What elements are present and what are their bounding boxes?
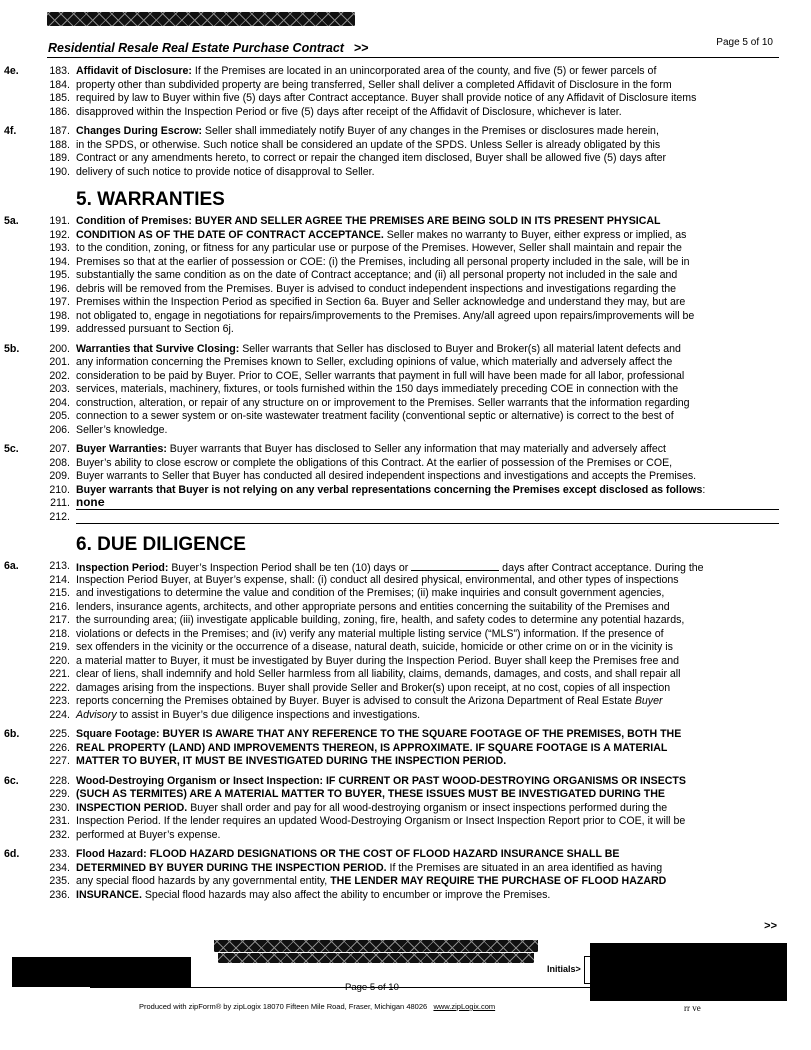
text-run: INSURANCE. <box>76 888 142 901</box>
clause <box>0 728 811 769</box>
text-run: Inspection Period: <box>76 562 169 574</box>
text-run: Seller’s knowledge. <box>76 423 168 436</box>
text-run: a material matter to Buyer, it must be investigated by Buyer during the Inspection Period. Buyer shall keep the Premises free and <box>76 654 679 667</box>
line-text <box>76 106 622 120</box>
line-text <box>76 424 167 438</box>
contract-line <box>0 848 811 862</box>
line-number: 228. <box>49 774 70 787</box>
text-run: THE LENDER MAY REQUIRE THE PURCHASE OF FLOOD HAZARD <box>330 875 667 887</box>
text-run: Seller makes no warranty to Buyer, either express or implied, as <box>383 228 687 241</box>
contract-line <box>0 574 811 588</box>
contract-line <box>0 397 811 411</box>
line-number: 210. <box>49 483 70 496</box>
text-run: Buyer warrants that Buyer is not relying on any verbal representations concerning the Premises except disclosed as follows <box>76 483 703 496</box>
redacted-footer-bar <box>214 940 538 952</box>
text-run: Affidavit of Disclosure: <box>76 65 192 77</box>
header-rule <box>47 57 779 58</box>
contract-line <box>0 310 811 324</box>
line-number: 197. <box>49 296 70 308</box>
contract-line <box>0 242 811 256</box>
text-run: Flood Hazard: <box>76 848 147 860</box>
clause-id: 6a. <box>4 560 19 572</box>
contract-line <box>0 229 811 243</box>
section-heading-text: 5. WARRANTIES <box>76 189 225 210</box>
contract-line <box>0 695 811 709</box>
contract-line <box>0 484 811 498</box>
line-number: 198. <box>49 309 70 322</box>
contract-line <box>0 668 811 682</box>
line-text <box>76 709 420 723</box>
contract-line <box>0 775 811 789</box>
line-number: 230. <box>49 801 70 814</box>
redacted-initials-right <box>590 943 787 1001</box>
section-heading <box>0 530 811 560</box>
line-number: 236. <box>49 888 70 901</box>
text-run: Warranties that Survive Closing: <box>76 342 240 355</box>
line-number: 212. <box>49 510 70 523</box>
text-run: days after Contract acceptance. During the <box>499 562 704 574</box>
line-number: 219. <box>49 641 70 653</box>
line-number: 211. <box>50 497 70 509</box>
line-text <box>76 695 663 709</box>
page-number-top: Page 5 of 10 <box>716 37 773 48</box>
continue-arrow: >> <box>764 920 777 932</box>
text-run: (SUCH AS TERMITES) ARE A MATERIAL MATTER TO BUYER, THESE ISSUES MUST BE INVESTIGATED DURING THE <box>76 788 665 800</box>
contract-line <box>0 424 811 438</box>
line-number: 188. <box>49 138 70 151</box>
line-text <box>76 641 673 655</box>
clause-id: 4f. <box>4 125 17 137</box>
line-text <box>76 775 686 789</box>
line-number: 220. <box>49 654 70 667</box>
contract-line <box>0 269 811 283</box>
initials-bracket <box>584 956 591 984</box>
text-run: Buyer warrants to Seller that Buyer has conducted all desired independent inspections and investigations and accepts the Premises. <box>76 470 697 482</box>
line-text <box>76 457 672 471</box>
text-run: CONDITION AS OF THE DATE OF CONTRACT ACCEPTANCE. <box>76 228 384 241</box>
text-run: reports concerning the Premises obtained by Buyer. Buyer is advised to consult the Arizona Department of Real Estate <box>76 695 635 707</box>
text-run: Contract or any amendments hereto, to correct or repair the changed item disclosed, Buyer shall be allowed five (5) days after <box>76 152 667 164</box>
line-number: 200. <box>49 342 70 355</box>
contract-line <box>0 815 811 829</box>
contract-line <box>0 296 811 310</box>
contract-line <box>0 92 811 106</box>
line-text <box>76 356 672 370</box>
text-run: construction, alteration, or repair of any structure on or improvement to the Premises. Seller warrants that the information regarding <box>76 396 690 409</box>
line-text <box>76 628 664 642</box>
text-run: Buyer’s Inspection Period shall be ten (10) days or <box>168 562 412 574</box>
text-run: Premises so that at the earlier of possession or COE: (i) the Premises, including all personal property included in the sale, will be in <box>76 255 690 268</box>
clause-id: 4e. <box>4 65 19 77</box>
text-run: to the condition, zoning, or fitness for any particular use or purpose of the Premises. However, Seller shall maintain and repair the <box>76 242 682 254</box>
contract-line <box>0 457 811 471</box>
contract-line <box>0 152 811 166</box>
text-run: Seller warrants that Seller has disclosed to Buyer and Broker(s) all material latent defects and <box>239 342 681 355</box>
contract-line <box>0 802 811 816</box>
line-text <box>76 256 690 270</box>
text-run: damages arising from the inspections. Buyer shall provide Seller and Broker(s) upon receipt, at no cost, copies of all inspection <box>76 681 671 694</box>
line-number: 213. <box>49 560 70 572</box>
line-text <box>76 125 659 139</box>
text-run: Buyer’s ability to close escrow or complete the obligations of this Contract. At the earlier of possession of the Premises or COE, <box>76 456 673 469</box>
line-number: 199. <box>49 323 70 335</box>
contract-line <box>0 166 811 180</box>
clause-id: 5a. <box>4 215 19 227</box>
redacted-header-bar <box>47 12 355 26</box>
header-arrow: >> <box>353 41 369 55</box>
line-text <box>76 397 690 411</box>
line-number: 189. <box>49 152 70 164</box>
line-number: 209. <box>49 470 70 482</box>
contract-line <box>0 788 811 802</box>
line-number: 235. <box>49 875 70 887</box>
contract-line <box>0 889 811 903</box>
text-run: FLOOD HAZARD DESIGNATIONS OR THE COST OF FLOOD HAZARD INSURANCE SHALL BE <box>149 848 620 860</box>
text-run: Seller shall immediately notify Buyer of any changes in the Premises or disclosures made herein, <box>201 125 659 137</box>
text-run: services, materials, machinery, fixtures, or tools furnished within the 150 days immediately preceding COE in connection with the <box>76 383 679 395</box>
line-text <box>76 755 506 769</box>
producer-credit: Produced with zipForm® by zipLogix 18070 Fifteen Mile Road, Fraser, Michigan 48026 www.zipLogix.com <box>139 1002 496 1011</box>
text-run: and investigations to determine the value and condition of the Premises; (ii) make inquiries and consult government agencies, <box>76 587 665 599</box>
page-number-bottom: Page 5 of 10 <box>345 982 399 993</box>
clause <box>0 560 811 722</box>
line-text <box>76 668 681 682</box>
line-text <box>76 802 667 816</box>
line-text <box>76 728 681 742</box>
line-text <box>76 848 619 862</box>
line-text <box>76 889 550 903</box>
line-text <box>76 443 666 457</box>
line-number: 217. <box>49 614 70 626</box>
contract-line <box>0 682 811 696</box>
line-number: 195. <box>49 269 70 281</box>
line-text <box>76 484 705 498</box>
contract-line <box>0 755 811 769</box>
line-text <box>76 574 679 588</box>
text-run: lenders, insurance agents, architects, and other appropriate persons and entities concerning the suitability of the Premises and <box>76 600 670 613</box>
clause <box>0 125 811 179</box>
contract-line <box>0 370 811 384</box>
clause <box>0 443 811 524</box>
line-text <box>76 139 660 153</box>
text-run: INSPECTION PERIOD. <box>76 801 188 814</box>
text-run: Inspection Period Buyer, at Buyer’s expense, shall: (i) conduct all desired physical, environmental, and other types of inspections <box>76 573 679 586</box>
line-number: 229. <box>49 788 70 800</box>
line-text <box>76 242 682 256</box>
text-run: Buyer shall order and pay for all wood-destroying organism or insect inspections performed during the <box>187 801 668 814</box>
contract-line <box>0 497 811 511</box>
line-text <box>76 614 684 628</box>
line-number: 205. <box>49 410 70 422</box>
line-number: 183. <box>49 65 70 77</box>
line-number: 191. <box>49 215 70 227</box>
clause <box>0 775 811 843</box>
fill-in-line[interactable] <box>76 497 779 510</box>
line-text <box>76 601 670 615</box>
line-number: 234. <box>49 861 70 874</box>
text-run: DETERMINED BY BUYER DURING THE INSPECTION PERIOD. <box>76 861 387 874</box>
redacted-footer-bar-2 <box>218 953 534 963</box>
contract-line <box>0 655 811 669</box>
line-text <box>76 79 672 93</box>
initials-label: Initials> <box>547 964 581 974</box>
line-number: 190. <box>49 165 70 178</box>
line-text <box>76 229 686 243</box>
clause-id: 5c. <box>4 443 19 455</box>
text-run: property other than subdivided property are being transferred, Seller shall deliver a completed Affidavit of Disclosure in the form <box>76 78 672 91</box>
text-run: If the Premises are located in an unincorporated area of the county, and five (5) or fewer parcels of <box>191 65 657 77</box>
form-title: Residential Resale Real Estate Purchase Contract >> <box>48 41 369 55</box>
text-run: MATTER TO BUYER, IT MUST BE INVESTIGATED DURING THE INSPECTION PERIOD. <box>76 755 507 767</box>
clause-id: 6d. <box>4 848 20 860</box>
contract-line <box>0 829 811 843</box>
contract-line <box>0 323 811 337</box>
text-run: addressed pursuant to Section 6j. <box>76 323 234 335</box>
clause <box>0 215 811 337</box>
line-text <box>76 343 681 357</box>
text-run: Special flood hazards may also affect the ability to encumber or improve the Premises. <box>141 888 551 901</box>
text-run: Square Footage: BUYER IS AWARE THAT ANY REFERENCE TO THE SQUARE FOOTAGE OF THE PREMISES, BOTH THE <box>76 728 682 740</box>
text-run: If the Premises are situated in an area identified as having <box>386 861 663 874</box>
line-text <box>76 742 667 756</box>
clause <box>0 65 811 119</box>
contract-line <box>0 283 811 297</box>
line-text <box>76 215 661 229</box>
text-run: consideration to be paid by Buyer. Prior to COE, Seller warrants that payment in full will have been made for all labor, professional <box>76 369 685 382</box>
line-number: 215. <box>49 587 70 599</box>
line-text <box>76 166 375 180</box>
contract-line <box>0 256 811 270</box>
text-run: disapproved within the Inspection Period or five (5) days after receipt of the Affidavit of Disclosure, whichever is later. <box>76 105 622 118</box>
text-run: Advisory <box>76 708 117 721</box>
line-text <box>76 269 677 283</box>
line-number: 214. <box>49 573 70 586</box>
contract-line <box>0 709 811 723</box>
line-text <box>76 862 662 876</box>
line-number: 208. <box>49 456 70 469</box>
line-text <box>76 410 674 424</box>
contract-line <box>0 742 811 756</box>
text-run: any special flood hazards by any governmental entity, <box>76 875 331 887</box>
contract-line <box>0 410 811 424</box>
line-number: 186. <box>49 105 70 118</box>
line-text <box>76 310 694 324</box>
contract-line <box>0 560 811 574</box>
producer-link[interactable]: www.zipLogix.com <box>433 1002 496 1011</box>
text-run: Changes During Escrow: <box>76 125 202 137</box>
section-heading-text: 6. DUE DILIGENCE <box>76 534 246 555</box>
line-text <box>76 788 665 802</box>
text-run: to assist in Buyer’s due diligence inspections and investigations. <box>116 708 421 721</box>
line-number: 206. <box>49 423 70 436</box>
line-number: 185. <box>49 92 70 104</box>
contract-line <box>0 139 811 153</box>
text-run: in the SPDS, or otherwise. Such notice shall be considered an update of the SPDS. Unless Seller is already obligated by this <box>76 138 661 151</box>
line-number: 226. <box>49 741 70 754</box>
text-run: : <box>702 483 706 496</box>
line-text <box>76 323 234 337</box>
text-run: connection to a sewer system or on-site wastewater treatment facility (conventional septic or alternative) is correct to the best of <box>76 410 674 422</box>
line-number: 194. <box>49 255 70 268</box>
line-text <box>76 370 684 384</box>
clause <box>0 343 811 438</box>
text-run: required by law to Buyer within five (5) days after Contract acceptance. Buyer shall provide notice of any Affidavit of Disclosure items <box>76 92 697 104</box>
line-number: 233. <box>49 848 70 860</box>
fill-in-line[interactable] <box>76 511 779 524</box>
contract-line <box>0 601 811 615</box>
line-text <box>76 815 685 829</box>
contract-line <box>0 728 811 742</box>
line-number: 227. <box>49 755 70 767</box>
text-run: Wood-Destroying Organism or Insect Inspection: IF CURRENT OR PAST WOOD-DESTROYING ORGANISMS OR INSECTS <box>76 774 686 787</box>
line-text <box>76 283 676 297</box>
text-run: Buyer Warranties: <box>76 443 167 455</box>
line-text <box>76 682 670 696</box>
line-number: 207. <box>49 443 70 455</box>
contract-line <box>0 125 811 139</box>
contract-line <box>0 511 811 525</box>
text-run: violations or defects in the Premises; and (iv) verify any material multiple listing service (“MLS”) information. If the presence of <box>76 627 664 640</box>
text-run: the surrounding area; (iii) investigate applicable building, zoning, fire, health, and safety codes to determine any potential hazards, <box>76 614 685 626</box>
text-run: performed at Buyer’s expense. <box>76 828 221 841</box>
inspection-days-blank[interactable] <box>411 560 499 571</box>
line-text <box>76 65 656 79</box>
contract-line <box>0 628 811 642</box>
line-number: 221. <box>49 668 70 680</box>
contract-line <box>0 443 811 457</box>
text-run: not obligated to, engage in negotiations for repairs/improvements to the Premises. Any/all agreed upon repairs/improvements will be <box>76 309 695 322</box>
footer-rule <box>90 987 590 988</box>
contract-line <box>0 65 811 79</box>
text-run: any information concerning the Premises known to Seller, excluding opinions of value, which materially and adversely affect the <box>76 356 673 368</box>
contract-line <box>0 587 811 601</box>
line-text <box>76 875 666 889</box>
line-number: 204. <box>49 396 70 409</box>
clause-id: 6b. <box>4 728 20 740</box>
contract-line <box>0 470 811 484</box>
clause-id: 6c. <box>4 774 19 787</box>
fill-in-value: none <box>76 496 105 510</box>
contract-line <box>0 614 811 628</box>
text-run: Inspection Period. If the lender requires an updated Wood-Destroying Organism or Insect Inspection Report prior to COE, it will be <box>76 815 686 827</box>
line-number: 203. <box>49 383 70 395</box>
text-run: clear of liens, shall indemnify and hold Seller harmless from all liability, claims, demands, damages, and costs, and shall repair all <box>76 668 681 680</box>
contract-line <box>0 383 811 397</box>
contract-line <box>0 106 811 120</box>
line-number: 224. <box>49 708 70 721</box>
line-number: 192. <box>49 228 70 241</box>
contract-line <box>0 215 811 229</box>
line-text <box>76 655 679 669</box>
section-heading <box>0 185 811 215</box>
line-number: 202. <box>49 369 70 382</box>
line-number: 232. <box>49 828 70 841</box>
contract-line <box>0 356 811 370</box>
line-number: 187. <box>49 125 70 137</box>
contract-line <box>0 343 811 357</box>
contract-line <box>0 79 811 93</box>
text-run: Buyer warrants that Buyer has disclosed to Seller any information that may materially and adversely affect <box>166 443 666 455</box>
contract-body <box>0 65 811 908</box>
line-text <box>76 829 220 843</box>
redacted-initials-left <box>12 957 191 987</box>
text-run: delivery of such notice to provide notice of disapproval to Seller. <box>76 165 375 178</box>
contract-line <box>0 875 811 889</box>
line-text <box>76 296 685 310</box>
clause-id: 5b. <box>4 342 20 355</box>
text-run: REAL PROPERTY (LAND) AND IMPROVEMENTS THEREON, IS APPROXIMATE. IF SQUARE FOOTAGE IS A MATERIAL <box>76 741 668 754</box>
line-number: 223. <box>49 695 70 707</box>
clause <box>0 848 811 902</box>
line-number: 225. <box>49 728 70 740</box>
text-run: debris will be removed from the Premises. Buyer is advised to conduct independent inspections and investigations regarding the <box>76 282 677 295</box>
text-run: Premises within the Inspection Period as specified in Section 6a. Buyer and Seller acknowledge and understand they may, but are <box>76 296 686 308</box>
line-number: 216. <box>49 600 70 613</box>
line-text <box>76 92 696 106</box>
text-run: Condition of Premises: BUYER AND SELLER AGREE THE PREMISES ARE BEING SOLD IN ITS PRESENT PHYSICAL <box>76 215 661 227</box>
line-text <box>76 383 678 397</box>
line-text <box>76 470 696 484</box>
line-number: 193. <box>49 242 70 254</box>
line-text <box>76 587 664 601</box>
contract-line <box>0 641 811 655</box>
text-run: substantially the same condition as on the date of Contract acceptance; and (ii) all personal property not included in the sale and <box>76 269 678 281</box>
line-number: 196. <box>49 282 70 295</box>
text-run: sex offenders in the vicinity or the occurrence of a disease, natural death, suicide, homicide or other crime on or in the vicinity is <box>76 641 673 653</box>
contract-line <box>0 862 811 876</box>
line-text <box>76 152 666 166</box>
stray-text: rr ve <box>684 1003 701 1013</box>
line-number: 184. <box>49 78 70 91</box>
line-number: 231. <box>49 815 70 827</box>
line-number: 222. <box>49 681 70 694</box>
text-run: Buyer <box>634 695 663 707</box>
line-number: 218. <box>49 627 70 640</box>
line-number: 201. <box>49 356 70 368</box>
